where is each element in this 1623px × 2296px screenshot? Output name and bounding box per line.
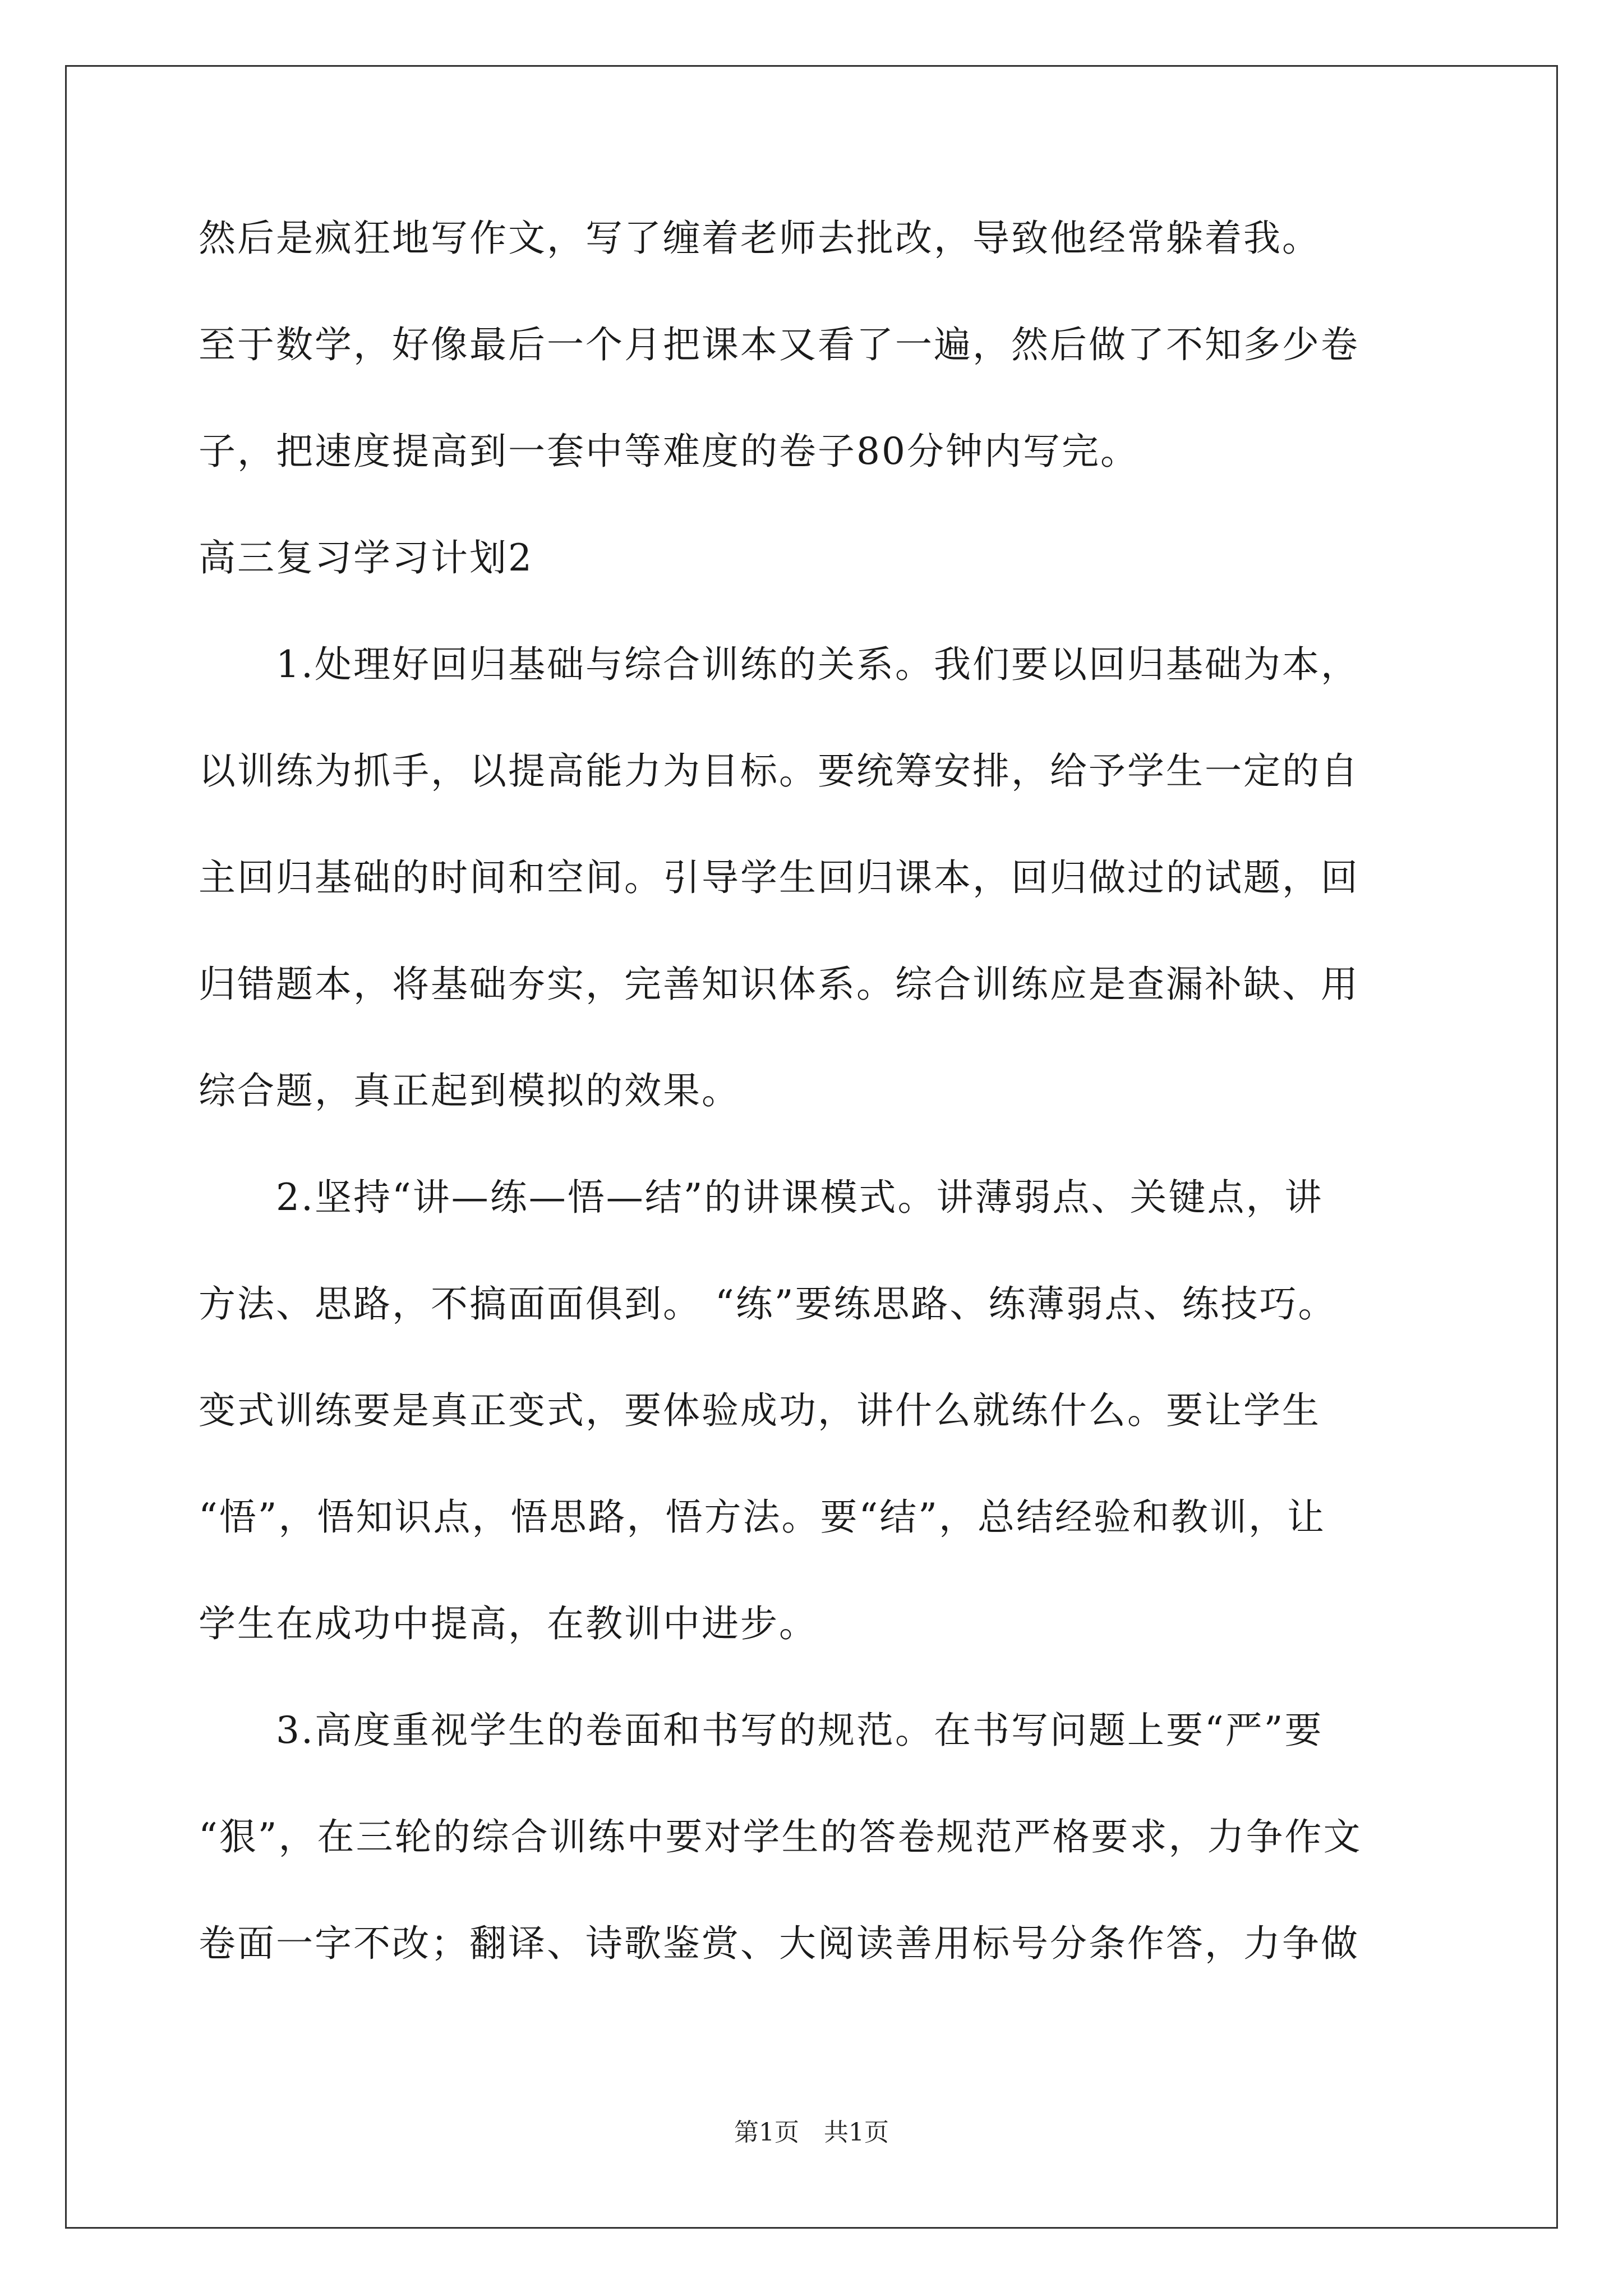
text-line: 2.坚持“讲—练—悟—结”的讲课模式。讲薄弱点、关键点，讲 <box>199 1176 1324 1219</box>
text-line: 综合题，真正起到模拟的效果。 <box>199 1069 740 1112</box>
text-line: 至于数学，好像最后一个月把课本又看了一遍，然后做了不知多少卷 <box>199 323 1359 366</box>
text-line: 1.处理好回归基础与综合训练的关系。我们要以回归基础为本， <box>199 643 1359 686</box>
document-body <box>199 185 1455 1997</box>
text-line: 变式训练要是真正变式，要体验成功，讲什么就练什么。要让学生 <box>199 1389 1321 1432</box>
text-line: 方法、思路，不搞面面俱到。 “练”要练思路、练薄弱点、练技巧。 <box>199 1282 1337 1326</box>
text-line: 3.高度重视学生的卷面和书写的规范。在书写问题上要“严”要 <box>199 1709 1324 1752</box>
text-line: 然后是疯狂地写作文，写了缠着老师去批改，导致他经常躲着我。 <box>199 217 1321 260</box>
text-line: 学生在成功中提高，在教训中进步。 <box>199 1602 818 1645</box>
text-line: 子，把速度提高到一套中等难度的卷子80分钟内写完。 <box>199 430 1139 473</box>
page-number-footer: 第1页 共1页 <box>734 2118 889 2147</box>
text-line: “狠”，在三轮的综合训练中要对学生的答卷规范严格要求，力争作文 <box>199 1815 1362 1858</box>
text-line: 卷面一字不改；翻译、诗歌鉴赏、大阅读善用标号分条作答，力争做 <box>199 1922 1359 1965</box>
section-heading: 高三复习学习计划2 <box>199 536 533 579</box>
text-line: “悟”，悟知识点，悟思路，悟方法。要“结”，总结经验和教训，让 <box>199 1496 1326 1539</box>
text-line: 主回归基础的时间和空间。引导学生回归课本，回归做过的试题，回 <box>199 856 1359 899</box>
text-line: 归错题本，将基础夯实，完善知识体系。综合训练应是查漏补缺、用 <box>199 963 1359 1006</box>
text-line: 以训练为抓手，以提高能力为目标。要统筹安排，给予学生一定的自 <box>199 749 1359 793</box>
